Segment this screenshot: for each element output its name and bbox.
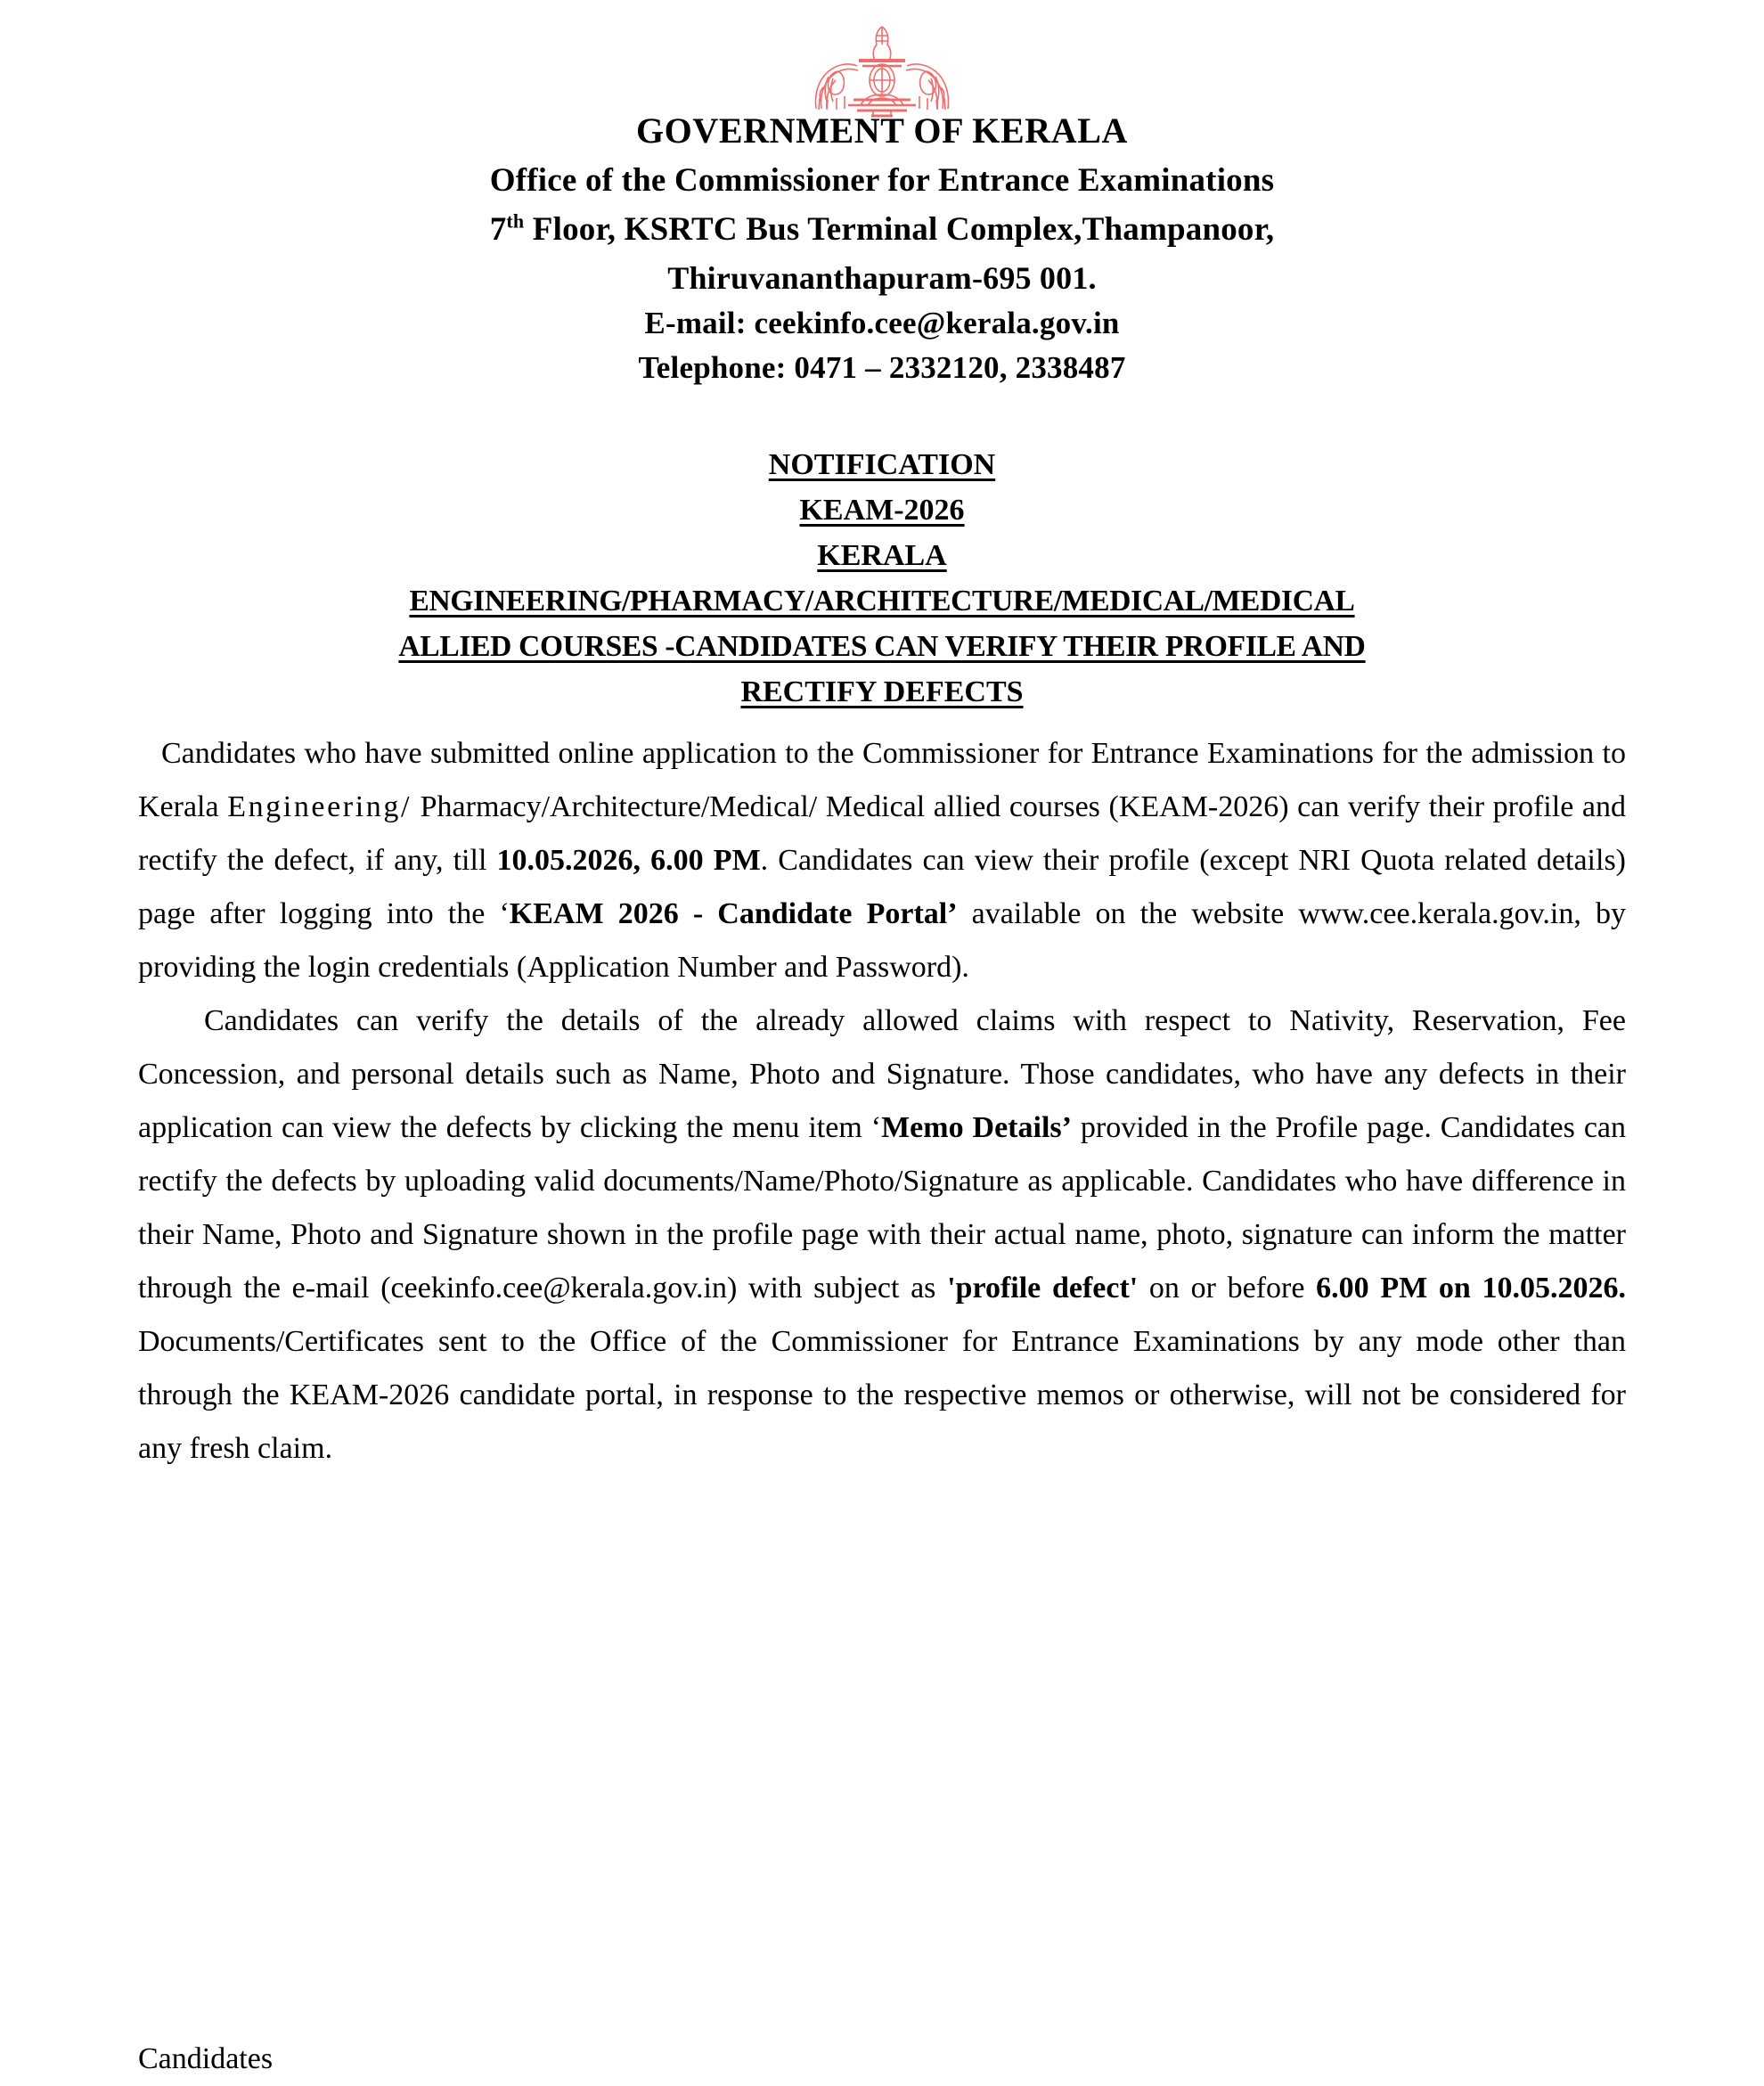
title-state: KERALA bbox=[817, 539, 947, 572]
p2-segment-2: provided in the Profile page. Candidates can rectify the defects by uploading valid documents/Name/Photo/Signature as applicable. Candidates who have difference in their Name, Photo and Signature shown in the profile page with their actual name, photo, signature can inform the matter through the e-mail (ceekinfo.cee@kerala.gov.in) with subject as bbox=[138, 1111, 1626, 1305]
address-line-1 bbox=[138, 205, 1626, 255]
p2-segment-3: on or before bbox=[1138, 1272, 1317, 1305]
p2-segment-4: Documents/Certificates sent to the Office of the Commissioner for Entrance Examinations by any mode other than through the KEAM-2026 candidate portal, in response to the respective memos or otherwise, will not be considered for any fresh claim. bbox=[138, 1325, 1626, 1465]
address-street: Floor, KSRTC Bus Terminal Complex,Thampanoor, bbox=[524, 211, 1275, 248]
floor-ordinal-suffix: th bbox=[506, 209, 525, 233]
government-title: GOVERNMENT OF KERALA bbox=[635, 110, 1129, 151]
title-exam-code: KEAM-2026 bbox=[799, 494, 965, 527]
clipped-next-line: Candidates bbox=[138, 2042, 274, 2075]
telephone-line: Telephone: 0471 – 2332120, 2338487 bbox=[638, 350, 1126, 385]
notification-title-block bbox=[138, 442, 1626, 715]
p1-segment-1: Candidates who have submitted online application to the Commissioner for Entrance Examinations for the admission to Kerala bbox=[138, 737, 1626, 823]
p2-deadline-bold: 6.00 PM on 10.05.2026. bbox=[1316, 1272, 1626, 1305]
p1-portal-name-bold: KEAM 2026 - Candidate Portal’ bbox=[509, 897, 958, 930]
p2-segment-1: Candidates can verify the details of the already allowed claims with respect to Nativity, Reservation, Fee Concession, and personal details such as Name, Photo and Signature. Those candidates, who have any defects in their application can view the defects by clicking the menu item ‘ bbox=[138, 1004, 1626, 1144]
paragraph-1 bbox=[138, 727, 1626, 994]
p1-segment-4: . Candidates can view their profile (except NRI Quota related details) page after logging into the ‘ bbox=[138, 844, 1627, 930]
p2-memo-details-bold: Memo Details’ bbox=[881, 1111, 1072, 1144]
email-line: E-mail: ceekinfo.cee@kerala.gov.in bbox=[644, 306, 1120, 340]
title-notification: NOTIFICATION bbox=[768, 448, 996, 481]
title-courses-line-1: ENGINEERING/PHARMACY/ARCHITECTURE/MEDICAL/MEDICAL bbox=[409, 585, 1355, 618]
p1-engineering-spaced: Engineering/ bbox=[227, 790, 412, 823]
address-line-2: Thiruvananthapuram-695 001. bbox=[667, 260, 1097, 296]
paragraph-2 bbox=[138, 994, 1626, 1476]
emblem-container bbox=[138, 0, 1626, 105]
kerala-government-emblem-icon bbox=[807, 21, 957, 118]
p2-profile-defect-bold: 'profile defect' bbox=[947, 1272, 1139, 1305]
letterhead bbox=[138, 105, 1626, 390]
p1-segment-5: available on the website www.cee.kerala.gov.in, by providing the login credentials (Application Number and Password). bbox=[138, 897, 1626, 984]
title-courses-line-2: ALLIED COURSES -CANDIDATES CAN VERIFY THEIR PROFILE AND bbox=[398, 630, 1366, 663]
p1-segment-3: Pharmacy/Architecture/Medical/ Medical allied courses (KEAM-2026) can verify their profile and rectify the defect, if any, till bbox=[138, 790, 1626, 877]
floor-number: 7 bbox=[489, 211, 507, 248]
notification-body bbox=[138, 727, 1626, 1476]
title-courses-line-3: RECTIFY DEFECTS bbox=[740, 675, 1024, 708]
office-title: Office of the Commissioner for Entrance Examinations bbox=[489, 162, 1275, 199]
p1-deadline-bold: 10.05.2026, 6.00 PM bbox=[496, 844, 761, 877]
